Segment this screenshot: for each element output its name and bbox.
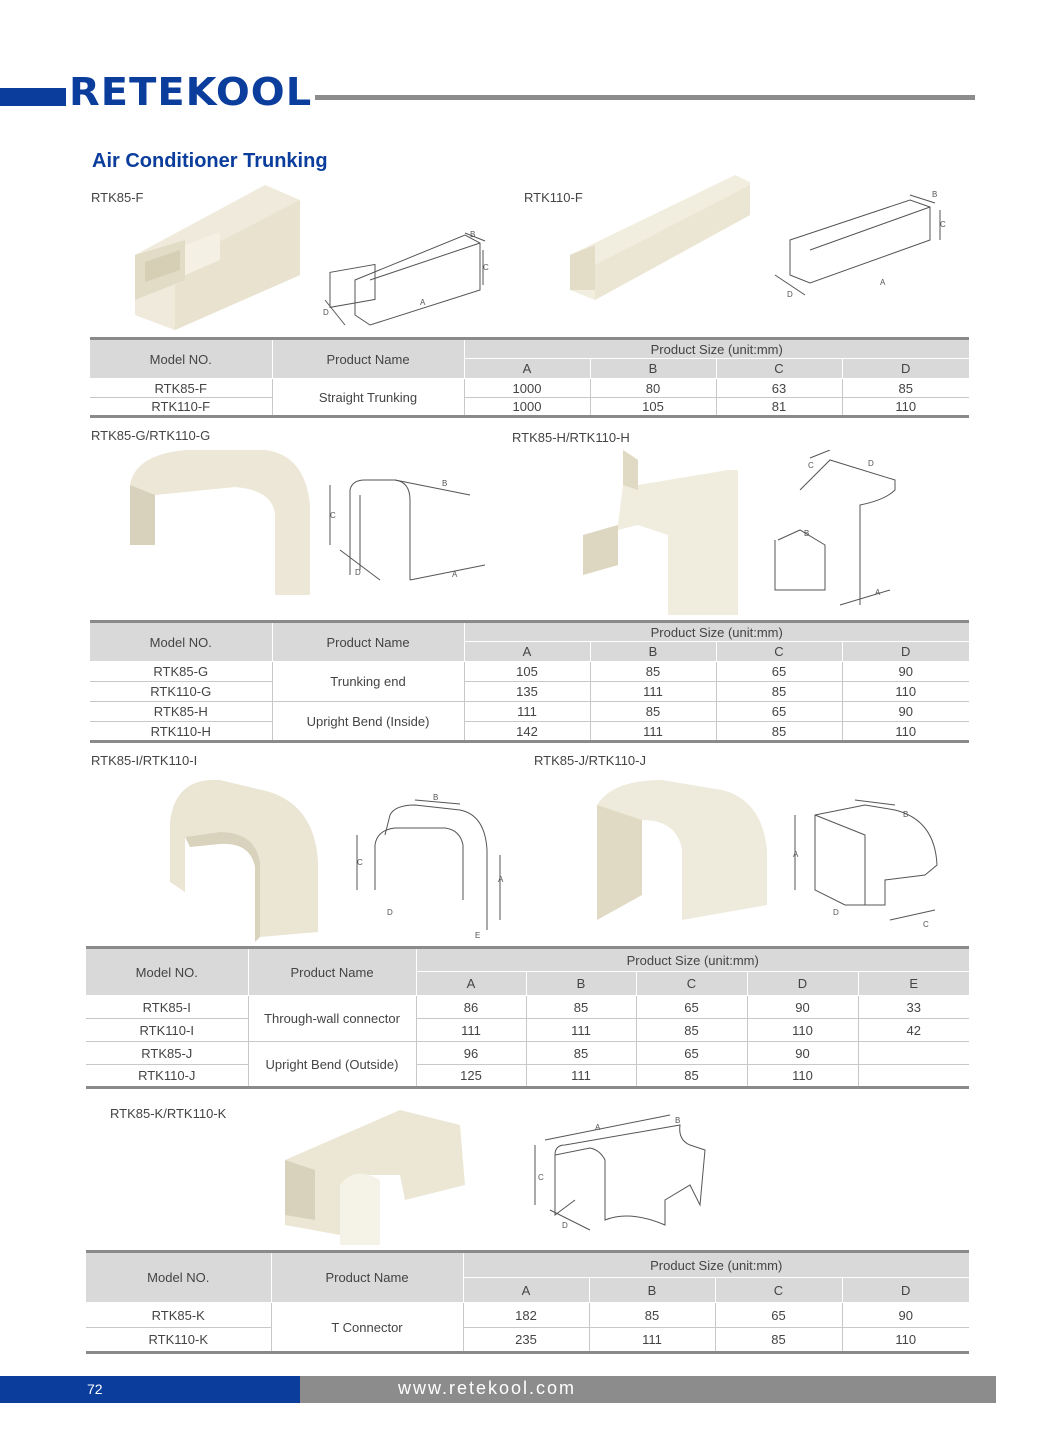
table-row xyxy=(90,702,969,722)
value-cell: 111 xyxy=(590,682,716,702)
value-cell: 85 xyxy=(590,662,716,682)
col-header-c: C xyxy=(716,642,842,662)
product-name-cell: Straight Trunking xyxy=(272,379,464,417)
svg-text:C: C xyxy=(940,220,946,229)
table-row xyxy=(86,1303,969,1328)
value-cell: 111 xyxy=(589,1328,715,1353)
section-label: RTK85-F xyxy=(91,190,144,205)
value-cell: 33 xyxy=(858,996,969,1019)
value-cell: 85 xyxy=(526,1042,636,1065)
svg-text:A: A xyxy=(595,1123,601,1132)
value-cell: 110 xyxy=(895,399,917,414)
table-row xyxy=(90,662,969,682)
col-header-d: D xyxy=(747,972,858,996)
value-cell: 111 xyxy=(590,722,716,742)
through-wall-connector-photo xyxy=(160,772,325,944)
value-cell: 110 xyxy=(842,682,969,702)
spec-table-t-connector xyxy=(86,1250,969,1354)
straight-trunking-85-diagram xyxy=(315,225,495,330)
col-header-c: C xyxy=(636,972,747,996)
col-header-a: A xyxy=(463,1278,589,1303)
product-name-cell: Upright Bend (Inside) xyxy=(272,702,464,742)
col-header-d: D xyxy=(842,359,969,379)
col-header-model: Model NO. xyxy=(86,1252,271,1303)
svg-text:C: C xyxy=(538,1173,544,1182)
straight-trunking-110-photo xyxy=(565,170,755,305)
model-cell: RTK85-G xyxy=(90,662,272,682)
col-header-size: Product Size (unit:mm) xyxy=(463,1252,969,1278)
svg-text:B: B xyxy=(433,793,439,802)
col-header-d: D xyxy=(842,1278,969,1303)
table-row xyxy=(90,398,969,417)
svg-text:D: D xyxy=(355,568,361,577)
model-cell: RTK110-I xyxy=(86,1019,248,1042)
value-cell: 85 xyxy=(636,1019,747,1042)
col-header-size: Product Size (unit:mm) xyxy=(464,339,969,359)
website-link[interactable]: www.retekool.com xyxy=(398,1378,577,1398)
value-cell: 111 xyxy=(464,702,590,722)
value-cell: 85 xyxy=(590,702,716,722)
section-label: RTK85-K/RTK110-K xyxy=(110,1106,227,1121)
value-cell: 125 xyxy=(416,1065,526,1088)
value-cell: 85 xyxy=(526,996,636,1019)
value-cell: 111 xyxy=(416,1019,526,1042)
col-header-name: Product Name xyxy=(272,339,464,379)
upright-bend-outside-photo xyxy=(592,775,772,925)
page-number: 72 xyxy=(87,1381,103,1397)
value-cell: 65 xyxy=(636,1042,747,1065)
model-cell: RTK110-F xyxy=(90,398,272,417)
upright-bend-inside-diagram xyxy=(770,450,910,615)
value-cell xyxy=(858,1042,969,1065)
col-header-a: A xyxy=(416,972,526,996)
table-row xyxy=(90,379,969,398)
col-header-b: B xyxy=(590,642,716,662)
value-cell: 1000 xyxy=(464,398,590,417)
model-cell: RTK85-J xyxy=(86,1042,248,1065)
value-cell: 142 xyxy=(464,722,590,742)
trunking-end-photo xyxy=(125,445,315,600)
col-header-name: Product Name xyxy=(248,948,416,996)
col-header-e: E xyxy=(858,972,969,996)
value-cell: 81 xyxy=(716,398,842,417)
value-cell: 135 xyxy=(464,682,590,702)
svg-text:D: D xyxy=(787,290,793,299)
value-cell: 111 xyxy=(526,1019,636,1042)
spec-table-straight-trunking xyxy=(90,337,969,418)
col-header-b: B xyxy=(590,359,716,379)
svg-text:A: A xyxy=(498,875,504,884)
brand-logo: RETEKOOL xyxy=(69,70,313,114)
svg-text:B: B xyxy=(903,810,909,819)
value-cell: 85 xyxy=(589,1303,715,1328)
col-header-size: Product Size (unit:mm) xyxy=(464,622,969,642)
value-cell: 110 xyxy=(895,723,917,739)
spec-table-through-wall-bend-outside xyxy=(86,946,969,1089)
svg-text:D: D xyxy=(387,908,393,917)
product-name-cell: Upright Bend (Outside) xyxy=(248,1042,416,1088)
value-cell: 1000 xyxy=(464,379,590,398)
value-cell: 42 xyxy=(858,1019,969,1042)
value-cell: 90 xyxy=(842,1303,969,1328)
value-cell: 90 xyxy=(747,1042,858,1065)
value-cell: 85 xyxy=(636,1065,747,1088)
section-label: RTK85-H/RTK110-H xyxy=(512,430,630,445)
svg-text:A: A xyxy=(793,850,799,859)
svg-text:D: D xyxy=(868,459,874,468)
straight-trunking-85-photo xyxy=(125,180,305,335)
value-cell: 90 xyxy=(842,702,969,722)
value-cell: 80 xyxy=(590,379,716,398)
value-cell: 235 xyxy=(463,1328,589,1353)
svg-text:A: A xyxy=(452,570,458,579)
spec-table-trunking-end-bend-inside xyxy=(90,620,969,743)
col-header-model: Model NO. xyxy=(90,339,272,379)
product-name-cell: Through-wall connector xyxy=(248,996,416,1042)
table-row xyxy=(90,682,969,702)
model-cell: RTK110-J xyxy=(86,1065,248,1088)
value-cell: 85 xyxy=(716,722,842,742)
section-label: RTK85-I/RTK110-I xyxy=(91,753,198,768)
value-cell: 90 xyxy=(747,996,858,1019)
value-cell: 110 xyxy=(747,1019,858,1042)
section-label: RTK85-G/RTK110-G xyxy=(91,428,211,443)
header-accent-bar xyxy=(0,88,66,106)
value-cell: 182 xyxy=(463,1303,589,1328)
value-cell: 96 xyxy=(416,1042,526,1065)
svg-text:A: A xyxy=(880,278,886,287)
col-header-model: Model NO. xyxy=(86,948,248,996)
svg-text:E: E xyxy=(475,931,481,940)
through-wall-connector-diagram xyxy=(345,790,515,940)
model-cell: RTK110-K xyxy=(86,1328,271,1353)
value-cell: 65 xyxy=(716,662,842,682)
svg-text:B: B xyxy=(442,479,448,488)
svg-text:B: B xyxy=(675,1116,681,1125)
table-row xyxy=(86,1328,969,1353)
col-header-a: A xyxy=(464,642,590,662)
value-cell: 105 xyxy=(590,398,716,417)
value-cell: 85 xyxy=(842,379,969,398)
value-cell: 105 xyxy=(464,662,590,682)
header-rule xyxy=(315,95,975,100)
col-header-a: A xyxy=(464,359,590,379)
col-header-size: Product Size (unit:mm) xyxy=(416,948,969,972)
model-cell: RTK110-G xyxy=(90,682,272,702)
svg-text:D: D xyxy=(833,908,839,917)
svg-text:C: C xyxy=(808,461,814,470)
product-name-cell: T Connector xyxy=(271,1303,463,1353)
t-connector-photo xyxy=(280,1105,470,1245)
value-cell: 65 xyxy=(636,996,747,1019)
col-header-model: Model NO. xyxy=(90,622,272,662)
value-cell: 65 xyxy=(715,1303,842,1328)
col-header-b: B xyxy=(526,972,636,996)
svg-text:B: B xyxy=(470,230,476,239)
svg-text:D: D xyxy=(323,308,329,317)
value-cell: 110 xyxy=(747,1065,858,1088)
col-header-d: D xyxy=(842,642,969,662)
col-header-c: C xyxy=(716,359,842,379)
value-cell: 85 xyxy=(716,682,842,702)
col-header-name: Product Name xyxy=(272,622,464,662)
value-cell: 90 xyxy=(842,662,969,682)
product-name-cell: Trunking end xyxy=(272,662,464,702)
table-row xyxy=(86,1042,969,1065)
col-header-name: Product Name xyxy=(271,1252,463,1303)
model-cell: RTK85-I xyxy=(86,996,248,1019)
svg-text:A: A xyxy=(875,588,881,597)
model-cell: RTK110-H xyxy=(90,722,272,742)
table-row xyxy=(86,996,969,1019)
model-cell: RTK85-K xyxy=(86,1303,271,1328)
page-title: Air Conditioner Trunking xyxy=(92,150,328,172)
model-cell: RTK85-H xyxy=(90,702,272,722)
section-label: RTK110-F xyxy=(524,190,583,205)
table-row xyxy=(90,722,969,742)
section-label: RTK85-J/RTK110-J xyxy=(534,753,646,768)
value-cell xyxy=(858,1065,969,1088)
value-cell: 65 xyxy=(716,702,842,722)
table-row xyxy=(86,1065,969,1088)
svg-text:C: C xyxy=(923,920,929,929)
svg-text:C: C xyxy=(330,511,336,520)
upright-bend-inside-photo xyxy=(578,445,743,620)
value-cell: 86 xyxy=(416,996,526,1019)
value-cell: 110 xyxy=(895,1332,917,1347)
svg-text:C: C xyxy=(357,858,363,867)
table-row xyxy=(86,1019,969,1042)
trunking-end-diagram xyxy=(320,470,495,590)
value-cell: 85 xyxy=(715,1328,842,1353)
model-cell: RTK85-F xyxy=(90,379,272,398)
straight-trunking-110-diagram xyxy=(770,185,955,305)
upright-bend-outside-diagram xyxy=(785,795,945,940)
col-header-b: B xyxy=(589,1278,715,1303)
t-connector-diagram xyxy=(530,1110,710,1235)
svg-text:D: D xyxy=(562,1221,568,1230)
svg-text:A: A xyxy=(420,298,426,307)
svg-text:B: B xyxy=(932,190,938,199)
value-cell: 63 xyxy=(716,379,842,398)
footer-blue-bar xyxy=(0,1376,300,1403)
value-cell: 111 xyxy=(526,1065,636,1088)
svg-text:B: B xyxy=(804,529,810,538)
svg-text:C: C xyxy=(483,263,489,272)
col-header-c: C xyxy=(715,1278,842,1303)
